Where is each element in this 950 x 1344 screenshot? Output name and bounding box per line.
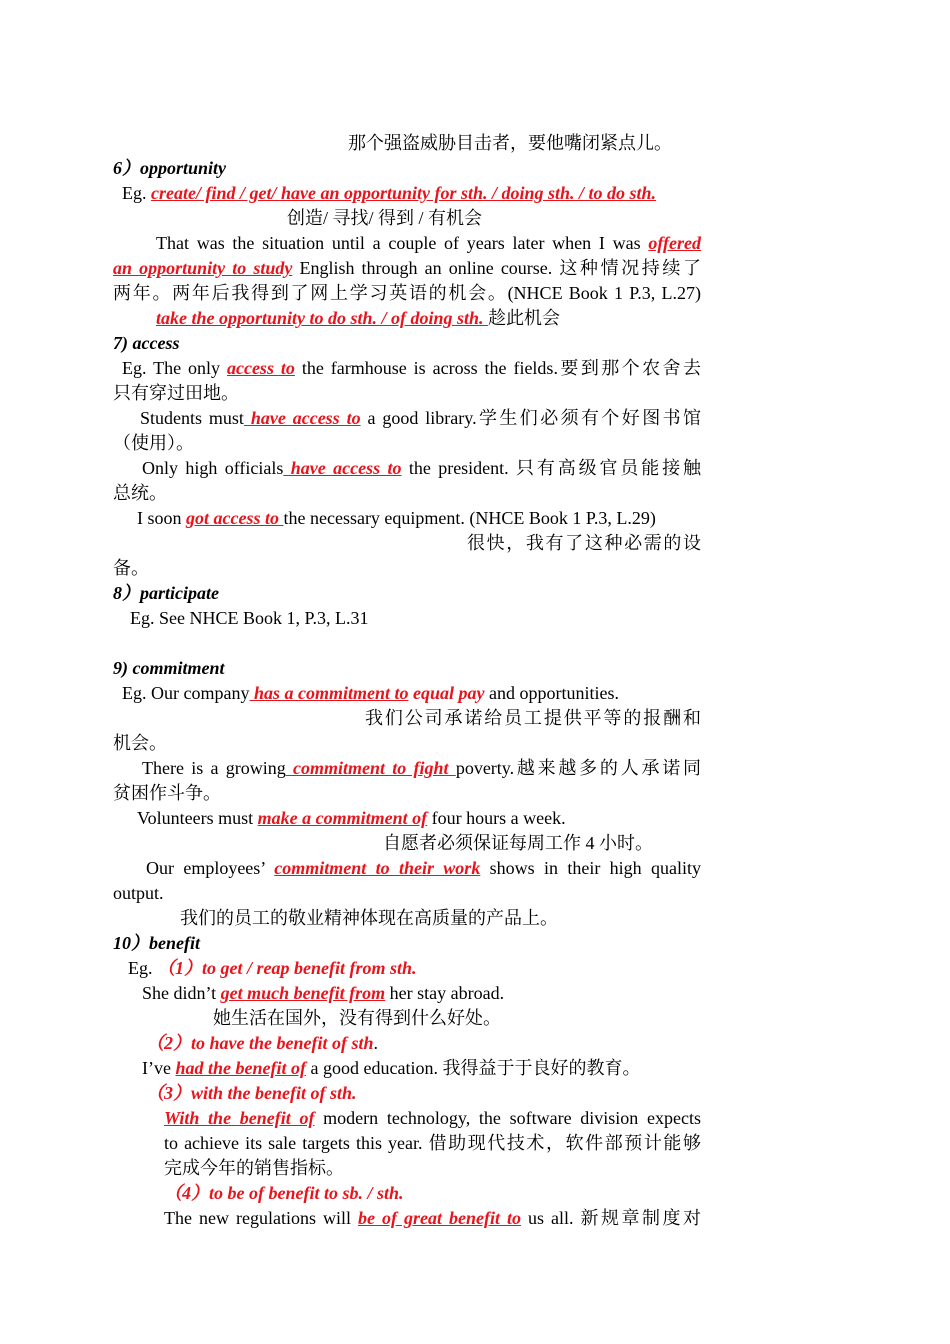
text-line <box>142 756 701 781</box>
text-run: Our employees’ <box>146 858 275 878</box>
text-line: to achieve its sale targets this year. 借助现代技术，软件部预计能够 <box>164 1133 701 1153</box>
text-line <box>140 406 701 431</box>
text-line <box>156 306 560 331</box>
text-line <box>164 1206 701 1231</box>
text-line <box>137 806 566 831</box>
text-run: Only high officials <box>142 458 284 478</box>
highlight-phrase: access to <box>226 358 295 378</box>
text-line: 贫困作斗争。 <box>113 783 221 803</box>
highlight-phrase: an opportunity to study <box>113 258 293 278</box>
text-line: 很快，我有了这种必需的设 <box>467 533 701 553</box>
text-run: The new regulations will <box>164 1208 358 1228</box>
highlight-phrase: take the opportunity to do sth. / of doing sth. <box>156 308 489 328</box>
text-run: the president. 只有高级官员能接触 <box>401 458 701 478</box>
text-run: her stay abroad. <box>385 983 505 1003</box>
text-run: shows in their high quality <box>480 858 701 878</box>
text-line <box>137 506 656 531</box>
text-run: Eg. <box>128 958 157 978</box>
text-run: That was the situation until a couple of years later when I was <box>156 233 649 253</box>
text-run: Students must <box>140 408 244 428</box>
highlight-phrase: make a commitment of <box>257 808 428 828</box>
text-run: the necessary equipment. (NHCE Book 1 P.3, L.29) <box>283 508 656 528</box>
text-run: poverty.越来越多的人承诺同 <box>455 758 701 778</box>
text-line: 机会。 <box>113 733 167 753</box>
text-line <box>113 256 701 281</box>
text-run: four hours a week. <box>427 808 566 828</box>
text-run: She didn’t <box>142 983 221 1003</box>
highlight-phrase: equal pay <box>412 683 485 703</box>
text-line: 那个强盗威胁目击者，要他嘴闭紧点儿。 <box>348 133 672 153</box>
highlight-phrase: （1）to get / reap benefit from sth. <box>157 958 417 978</box>
text-run: Eg. The only <box>122 358 227 378</box>
highlight-phrase: get much benefit from <box>220 983 386 1003</box>
heading-commitment: 9) commitment <box>113 658 225 678</box>
text-line <box>122 681 619 706</box>
text-run: Eg. <box>122 183 151 203</box>
text-run: Eg. Our company <box>122 683 250 703</box>
text-line <box>122 356 701 381</box>
text-line: 两年。两年后我得到了网上学习英语的机会。(NHCE Book 1 P.3, L.27) <box>113 283 701 303</box>
highlight-phrase: got access to <box>186 508 284 528</box>
text-run: and opportunities. <box>484 683 619 703</box>
text-line: Eg. See NHCE Book 1, P.3, L.31 <box>130 608 369 628</box>
text-line: （3）with the benefit of sth. <box>146 1083 357 1103</box>
highlight-phrase: commitment to their work <box>274 858 481 878</box>
heading-benefit: 10）benefit <box>113 933 200 953</box>
highlight-phrase: With the benefit of <box>164 1108 315 1128</box>
highlight-phrase: has a commitment to <box>249 683 409 703</box>
highlight-phrase: create/ find / get/ have an opportunity for sth. / doing sth. / to do sth. <box>151 183 657 203</box>
text-run: modern technology, the software division expects <box>314 1108 701 1128</box>
text-run: I soon <box>137 508 186 528</box>
text-line: 自愿者必须保证每周工作 4 小时。 <box>383 833 653 853</box>
highlight-phrase: offered <box>648 233 701 253</box>
text-line <box>156 231 701 256</box>
text-line: 完成今年的销售指标。 <box>164 1158 344 1178</box>
text-line <box>142 456 701 481</box>
text-line <box>128 956 417 981</box>
highlight-phrase: have access to <box>283 458 402 478</box>
text-run: Volunteers must <box>137 808 258 828</box>
text-line <box>164 1106 701 1131</box>
text-run: . <box>373 1033 378 1053</box>
text-line: 她生活在国外，没有得到什么好处。 <box>213 1008 501 1028</box>
highlight-phrase: commitment to fight <box>285 758 456 778</box>
highlight-phrase: （2）to have the benefit of sth <box>146 1033 374 1053</box>
text-line: output. <box>113 883 164 903</box>
heading-access: 7) access <box>113 333 180 353</box>
text-line: （4）to be of benefit to sb. / sth. <box>164 1183 404 1203</box>
text-run: a good education. 我得益于于良好的教育。 <box>305 1058 641 1078</box>
text-run: I’ve <box>142 1058 176 1078</box>
text-run: a good library.学生们必须有个好图书馆 <box>360 408 701 428</box>
text-line: 我们公司承诺给员工提供平等的报酬和 <box>365 708 701 728</box>
text-run: the farmhouse is across the fields.要到那个农舍去 <box>294 358 701 378</box>
highlight-phrase: have access to <box>243 408 361 428</box>
highlight-phrase: be of great benefit to <box>357 1208 521 1228</box>
highlight-phrase: had the benefit of <box>175 1058 306 1078</box>
text-line <box>122 181 656 206</box>
text-line: 备。 <box>113 558 149 578</box>
text-line <box>146 1031 378 1056</box>
text-line <box>142 1056 640 1081</box>
text-line: （使用）。 <box>113 433 194 453</box>
heading-participate: 8）participate <box>113 583 219 603</box>
text-line: 我们的员工的敬业精神体现在高质量的产品上。 <box>180 908 558 928</box>
text-line <box>146 856 701 881</box>
text-run: us all. 新规章制度对 <box>520 1208 701 1228</box>
text-line: 创造/ 寻找/ 得到 / 有机会 <box>287 208 483 228</box>
text-line <box>142 981 504 1006</box>
text-run: 趁此机会 <box>488 308 561 328</box>
text-line: 总统。 <box>113 483 167 503</box>
text-run: English through an online course. 这种情况持续了 <box>292 258 701 278</box>
text-line: 只有穿过田地。 <box>113 383 239 403</box>
text-run: There is a growing <box>142 758 286 778</box>
heading-opportunity: 6）opportunity <box>113 158 227 178</box>
